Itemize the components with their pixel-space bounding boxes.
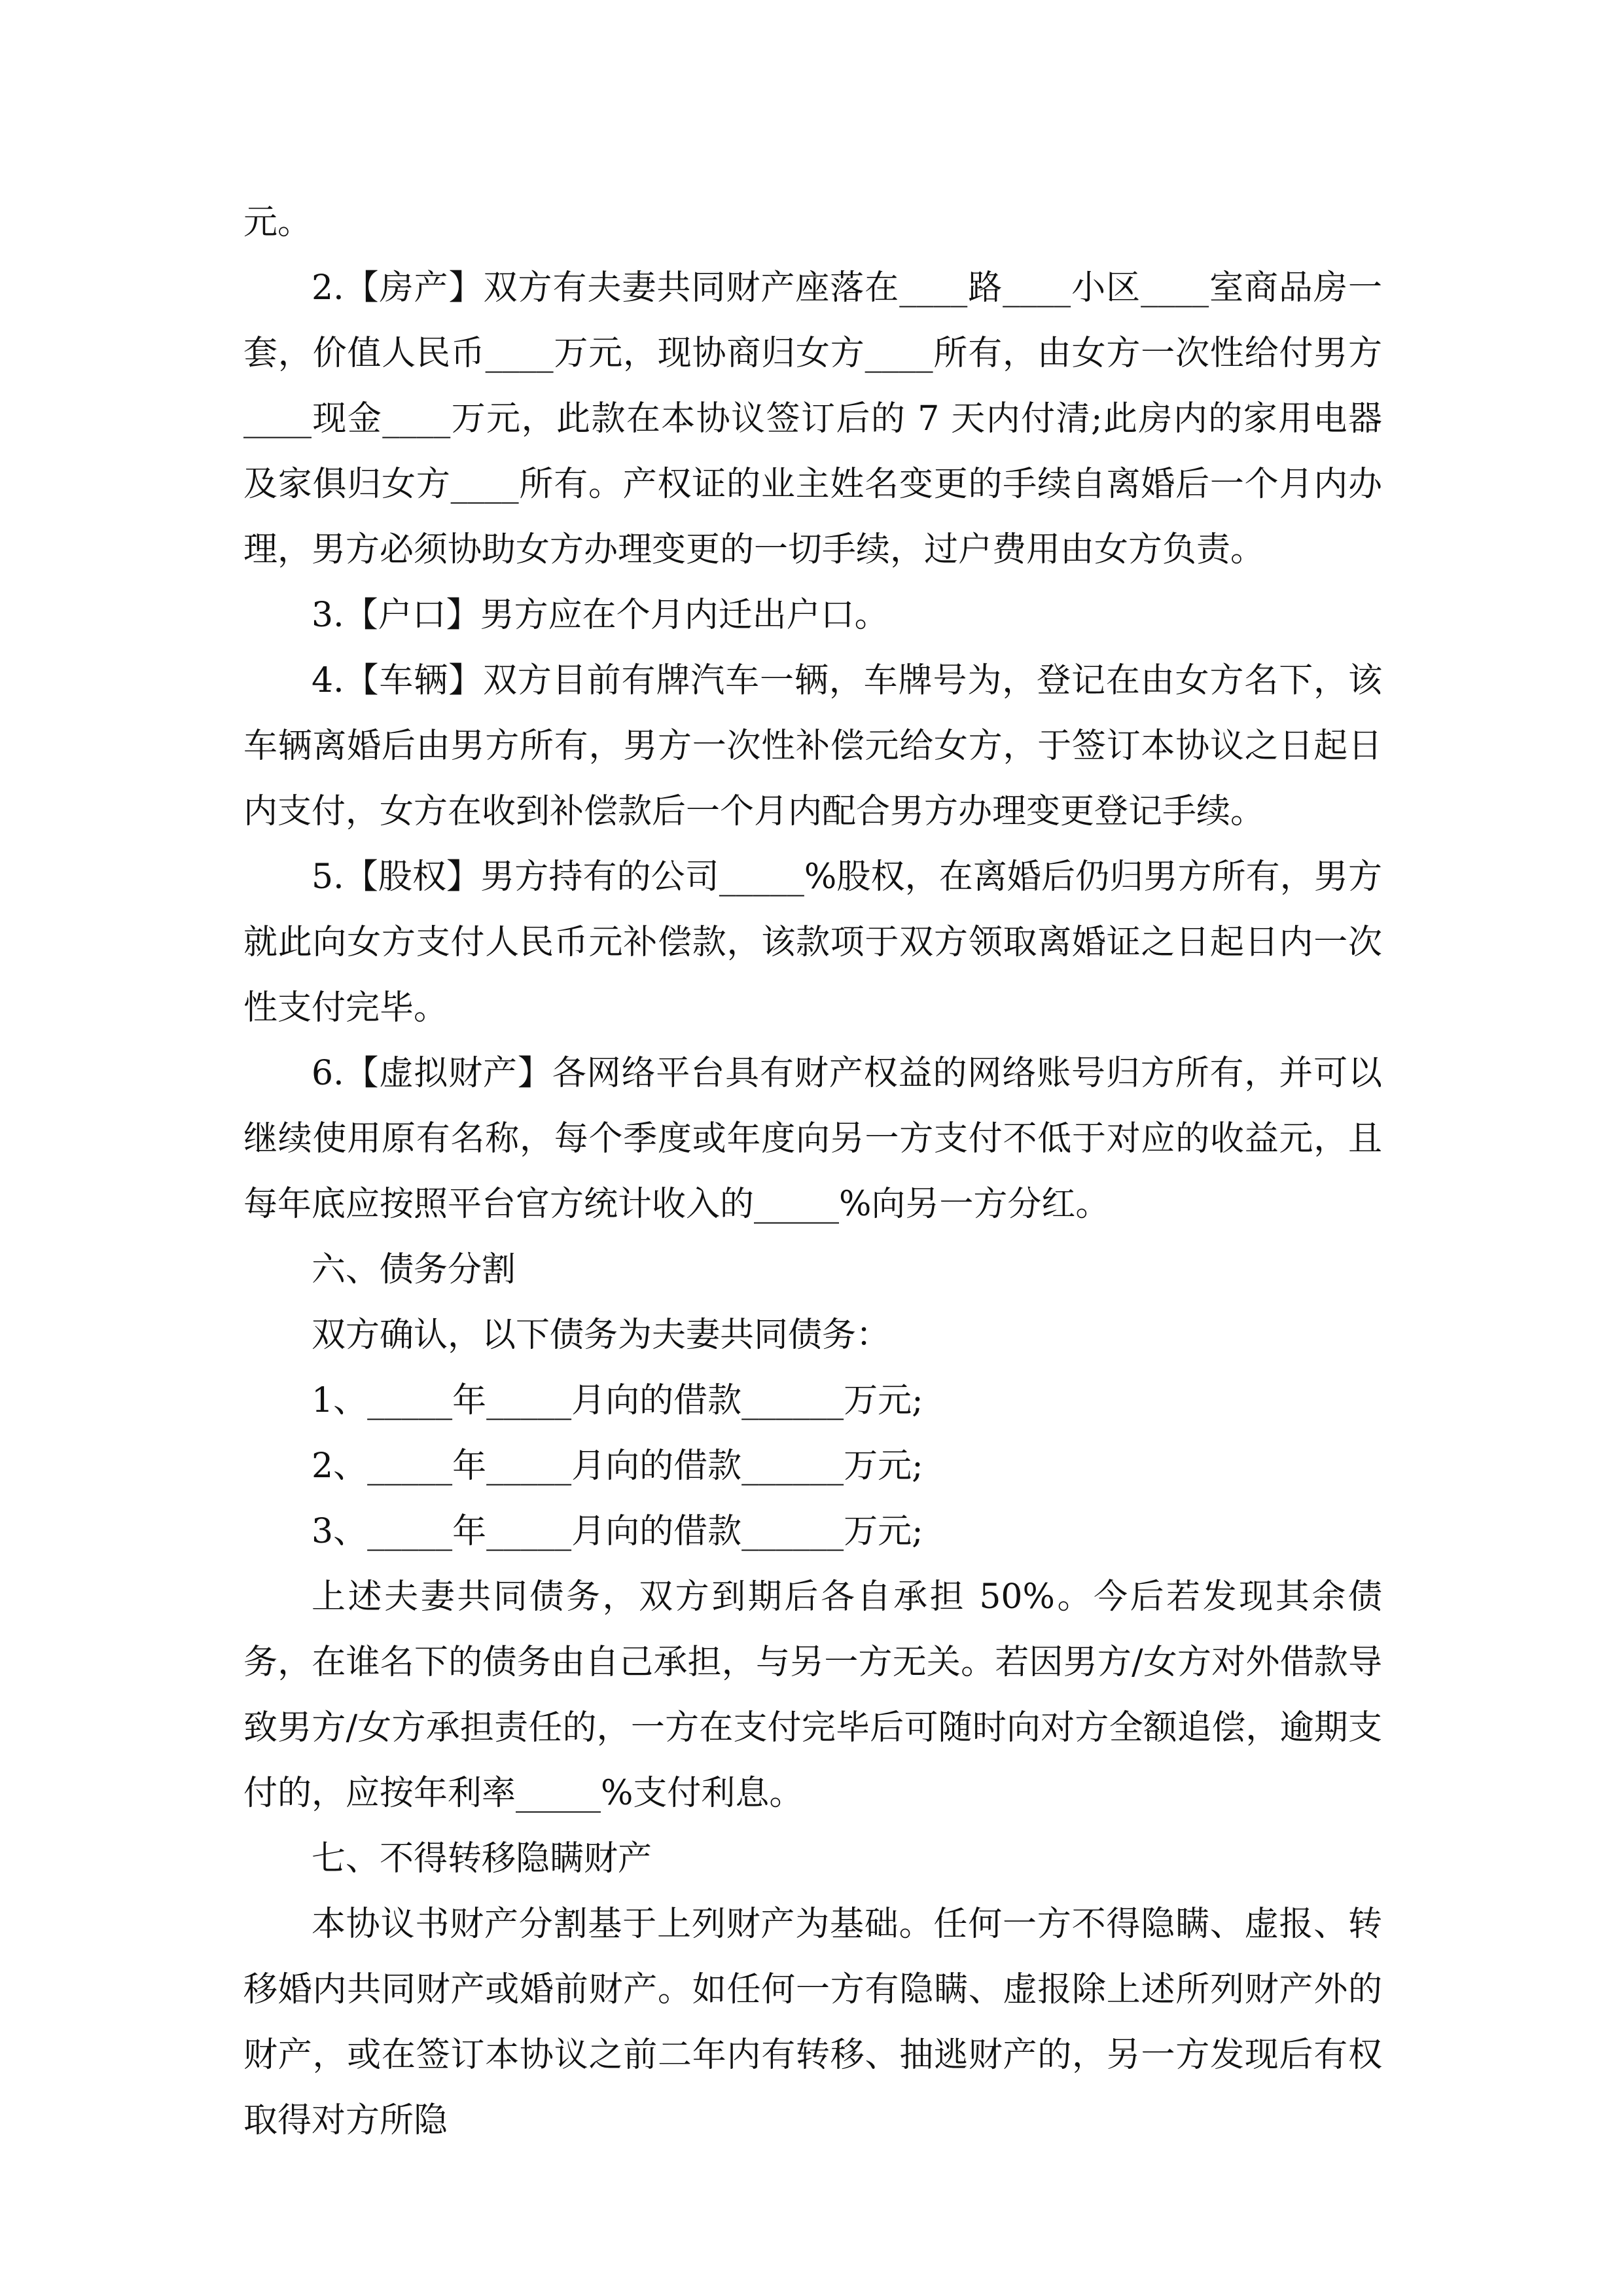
- debt-confirmation: 双方确认，以下债务为夫妻共同债务：: [312, 1316, 891, 1355]
- clause-household-registration: 3.【户口】男方应在个月内迁出户口。: [312, 596, 889, 635]
- debt-item-3: 3、_____年_____月向的借款______万元;: [312, 1512, 923, 1551]
- clause-property-house: 2.【房产】双方有夫妻共同财产座落在____路____小区____室商品房一套，价值人民币____万元，现协商归女方____所有，由女方一次性给付男方____现金____万元，此款在本协议签订后的 7 天内付清;此房内的家用电器及家俱归女方____所有。产权证的业主姓名变更的手续自离婚后一个月内办理，男方必须协助女方办理变更的一切手续，过户费用由女方负责。: [243, 268, 1382, 569]
- document-body: [243, 190, 1382, 2153]
- continuation-line: 元。: [243, 203, 312, 242]
- clause-vehicle: 4.【车辆】双方目前有牌汽车一辆，车牌号为，登记在由女方名下，该车辆离婚后由男方所有，男方一次性补偿元给女方，于签订本协议之日起日内支付，女方在收到补偿款后一个月内配合男方办理变更登记手续。: [243, 661, 1382, 831]
- section-heading-no-concealment: 七、不得转移隐瞒财产: [312, 1839, 652, 1878]
- clause-equity: 5.【股权】男方持有的公司_____%股权，在离婚后仍归男方所有，男方就此向女方支付人民币元补偿款，该款项于双方领取离婚证之日起日内一次性支付完毕。: [243, 857, 1382, 1028]
- debt-item-1: 1、_____年_____月向的借款______万元;: [312, 1381, 923, 1420]
- clause-virtual-property: 6.【虚拟财产】各网络平台具有财产权益的网络账号归方所有，并可以继续使用原有名称，每个季度或年度向另一方支付不低于对应的收益元，且每年底应按照平台官方统计收入的_____%向另一方分红。: [243, 1054, 1382, 1224]
- debt-liability-clause: 上述夫妻共同债务，双方到期后各自承担 50%。今后若发现其余债务，在谁名下的债务由自己承担，与另一方无关。若因男方/女方对外借款导致男方/女方承担责任的，一方在支付完毕后可随时向对方全额追偿，逾期支付的，应按年利率_____%支付利息。: [243, 1577, 1382, 1813]
- debt-item-2: 2、_____年_____月向的借款______万元;: [312, 1446, 923, 1486]
- section-heading-debt-division: 六、债务分割: [312, 1250, 516, 1289]
- no-concealment-clause: 本协议书财产分割基于上列财产为基础。任何一方不得隐瞒、虚报、转移婚内共同财产或婚前财产。如任何一方有隐瞒、虚报除上述所列财产外的财产，或在签订本协议之前二年内有转移、抽逃财产的，另一方发现后有权取得对方所隐: [243, 1905, 1382, 2140]
